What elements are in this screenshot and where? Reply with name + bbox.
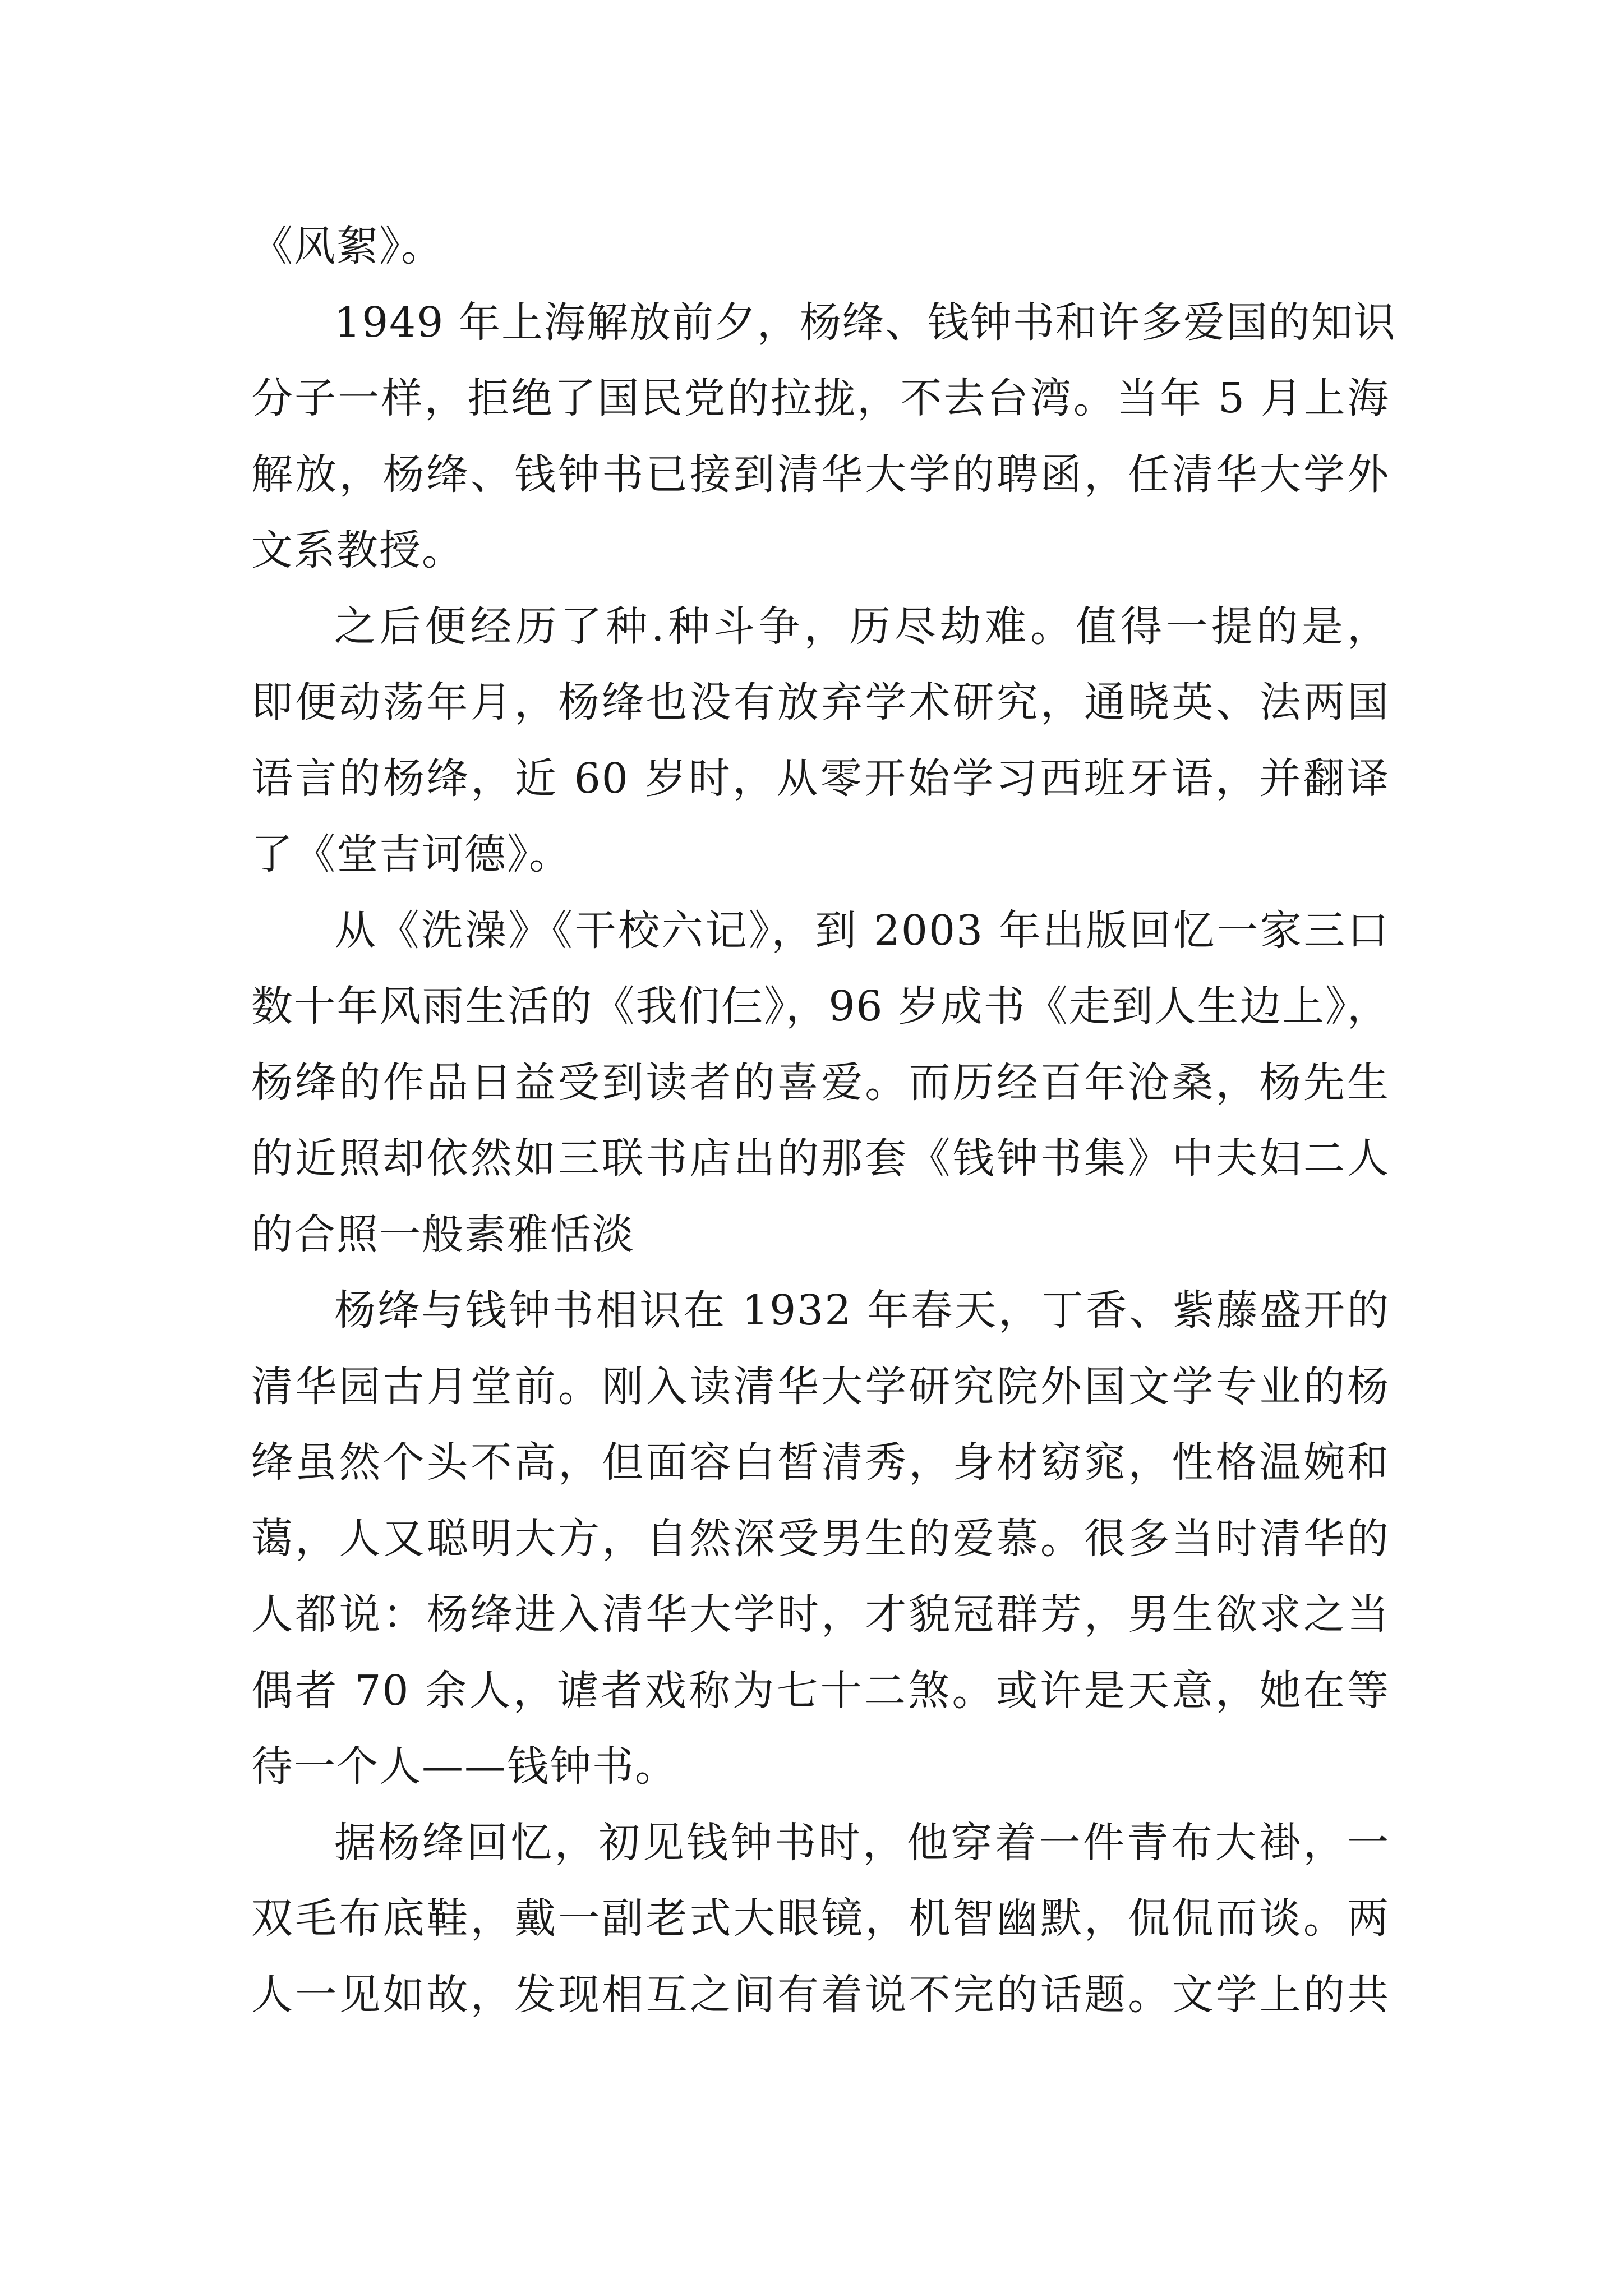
text-line: 解放，杨绛、钱钟书已接到清华大学的聘函，任清华大学外 xyxy=(251,450,1390,499)
text-line: 杨绛与钱钟书相识在 1932 年春天，丁香、紫藤盛开的 xyxy=(334,1286,1390,1335)
text-line: 的合照一般素雅恬淡 xyxy=(251,1210,635,1259)
paragraph xyxy=(251,209,1390,285)
text-line: 偶者 70 余人，谑者戏称为七十二煞。或许是天意，她在等 xyxy=(251,1666,1390,1715)
text-line: 数十年风雨生活的《我们仨》，96 岁成书《走到人生边上》， xyxy=(251,982,1390,1030)
text-line: 了《堂吉诃德》。 xyxy=(251,830,571,878)
article-body xyxy=(251,209,1396,2033)
text-line: 《风絮》。 xyxy=(251,222,444,270)
paragraph xyxy=(251,285,1396,589)
paragraph xyxy=(251,893,1390,1273)
paragraph xyxy=(251,1273,1390,1805)
text-line: 杨绛的作品日益受到读者的喜爱。而历经百年沧桑，杨先生 xyxy=(251,1058,1390,1107)
text-line: 分子一样，拒绝了国民党的拉拢，不去台湾。当年 5 月上海 xyxy=(251,374,1390,422)
text-line: 之后便经历了种.种斗争，历尽劫难。值得一提的是， xyxy=(334,602,1390,651)
text-line: 清华园古月堂前。刚入读清华大学研究院外国文学专业的杨 xyxy=(251,1362,1390,1411)
text-line: 蔼，人又聪明大方，自然深受男生的爱慕。很多当时清华的 xyxy=(251,1514,1390,1563)
text-line: 即便动荡年月，杨绛也没有放弃学术研究，通晓英、法两国 xyxy=(251,678,1390,726)
text-line: 待一个人——钱钟书。 xyxy=(251,1742,677,1791)
paragraph xyxy=(251,589,1390,893)
text-line: 双毛布底鞋，戴一副老式大眼镜，机智幽默，侃侃而谈。两 xyxy=(251,1894,1390,1943)
text-line: 文系教授。 xyxy=(251,526,464,574)
paragraph xyxy=(251,1805,1390,2033)
text-line: 语言的杨绛，近 60 岁时，从零开始学习西班牙语，并翻译 xyxy=(251,754,1390,803)
text-line: 的近照却依然如三联书店出的那套《钱钟书集》中夫妇二人 xyxy=(251,1134,1390,1182)
text-line: 1949 年上海解放前夕，杨绛、钱钟书和许多爱国的知识 xyxy=(334,298,1396,347)
text-line: 据杨绛回忆，初见钱钟书时，他穿着一件青布大褂，一 xyxy=(334,1818,1390,1867)
text-line: 绛虽然个头不高，但面容白皙清秀，身材窈窕，性格温婉和 xyxy=(251,1438,1390,1487)
text-line: 人都说：杨绛进入清华大学时，才貌冠群芳，男生欲求之当 xyxy=(251,1590,1390,1639)
text-line: 从《洗澡》《干校六记》，到 2003 年出版回忆一家三口 xyxy=(334,906,1390,955)
text-line: 人一见如故，发现相互之间有着说不完的话题。文学上的共 xyxy=(251,1970,1390,2019)
